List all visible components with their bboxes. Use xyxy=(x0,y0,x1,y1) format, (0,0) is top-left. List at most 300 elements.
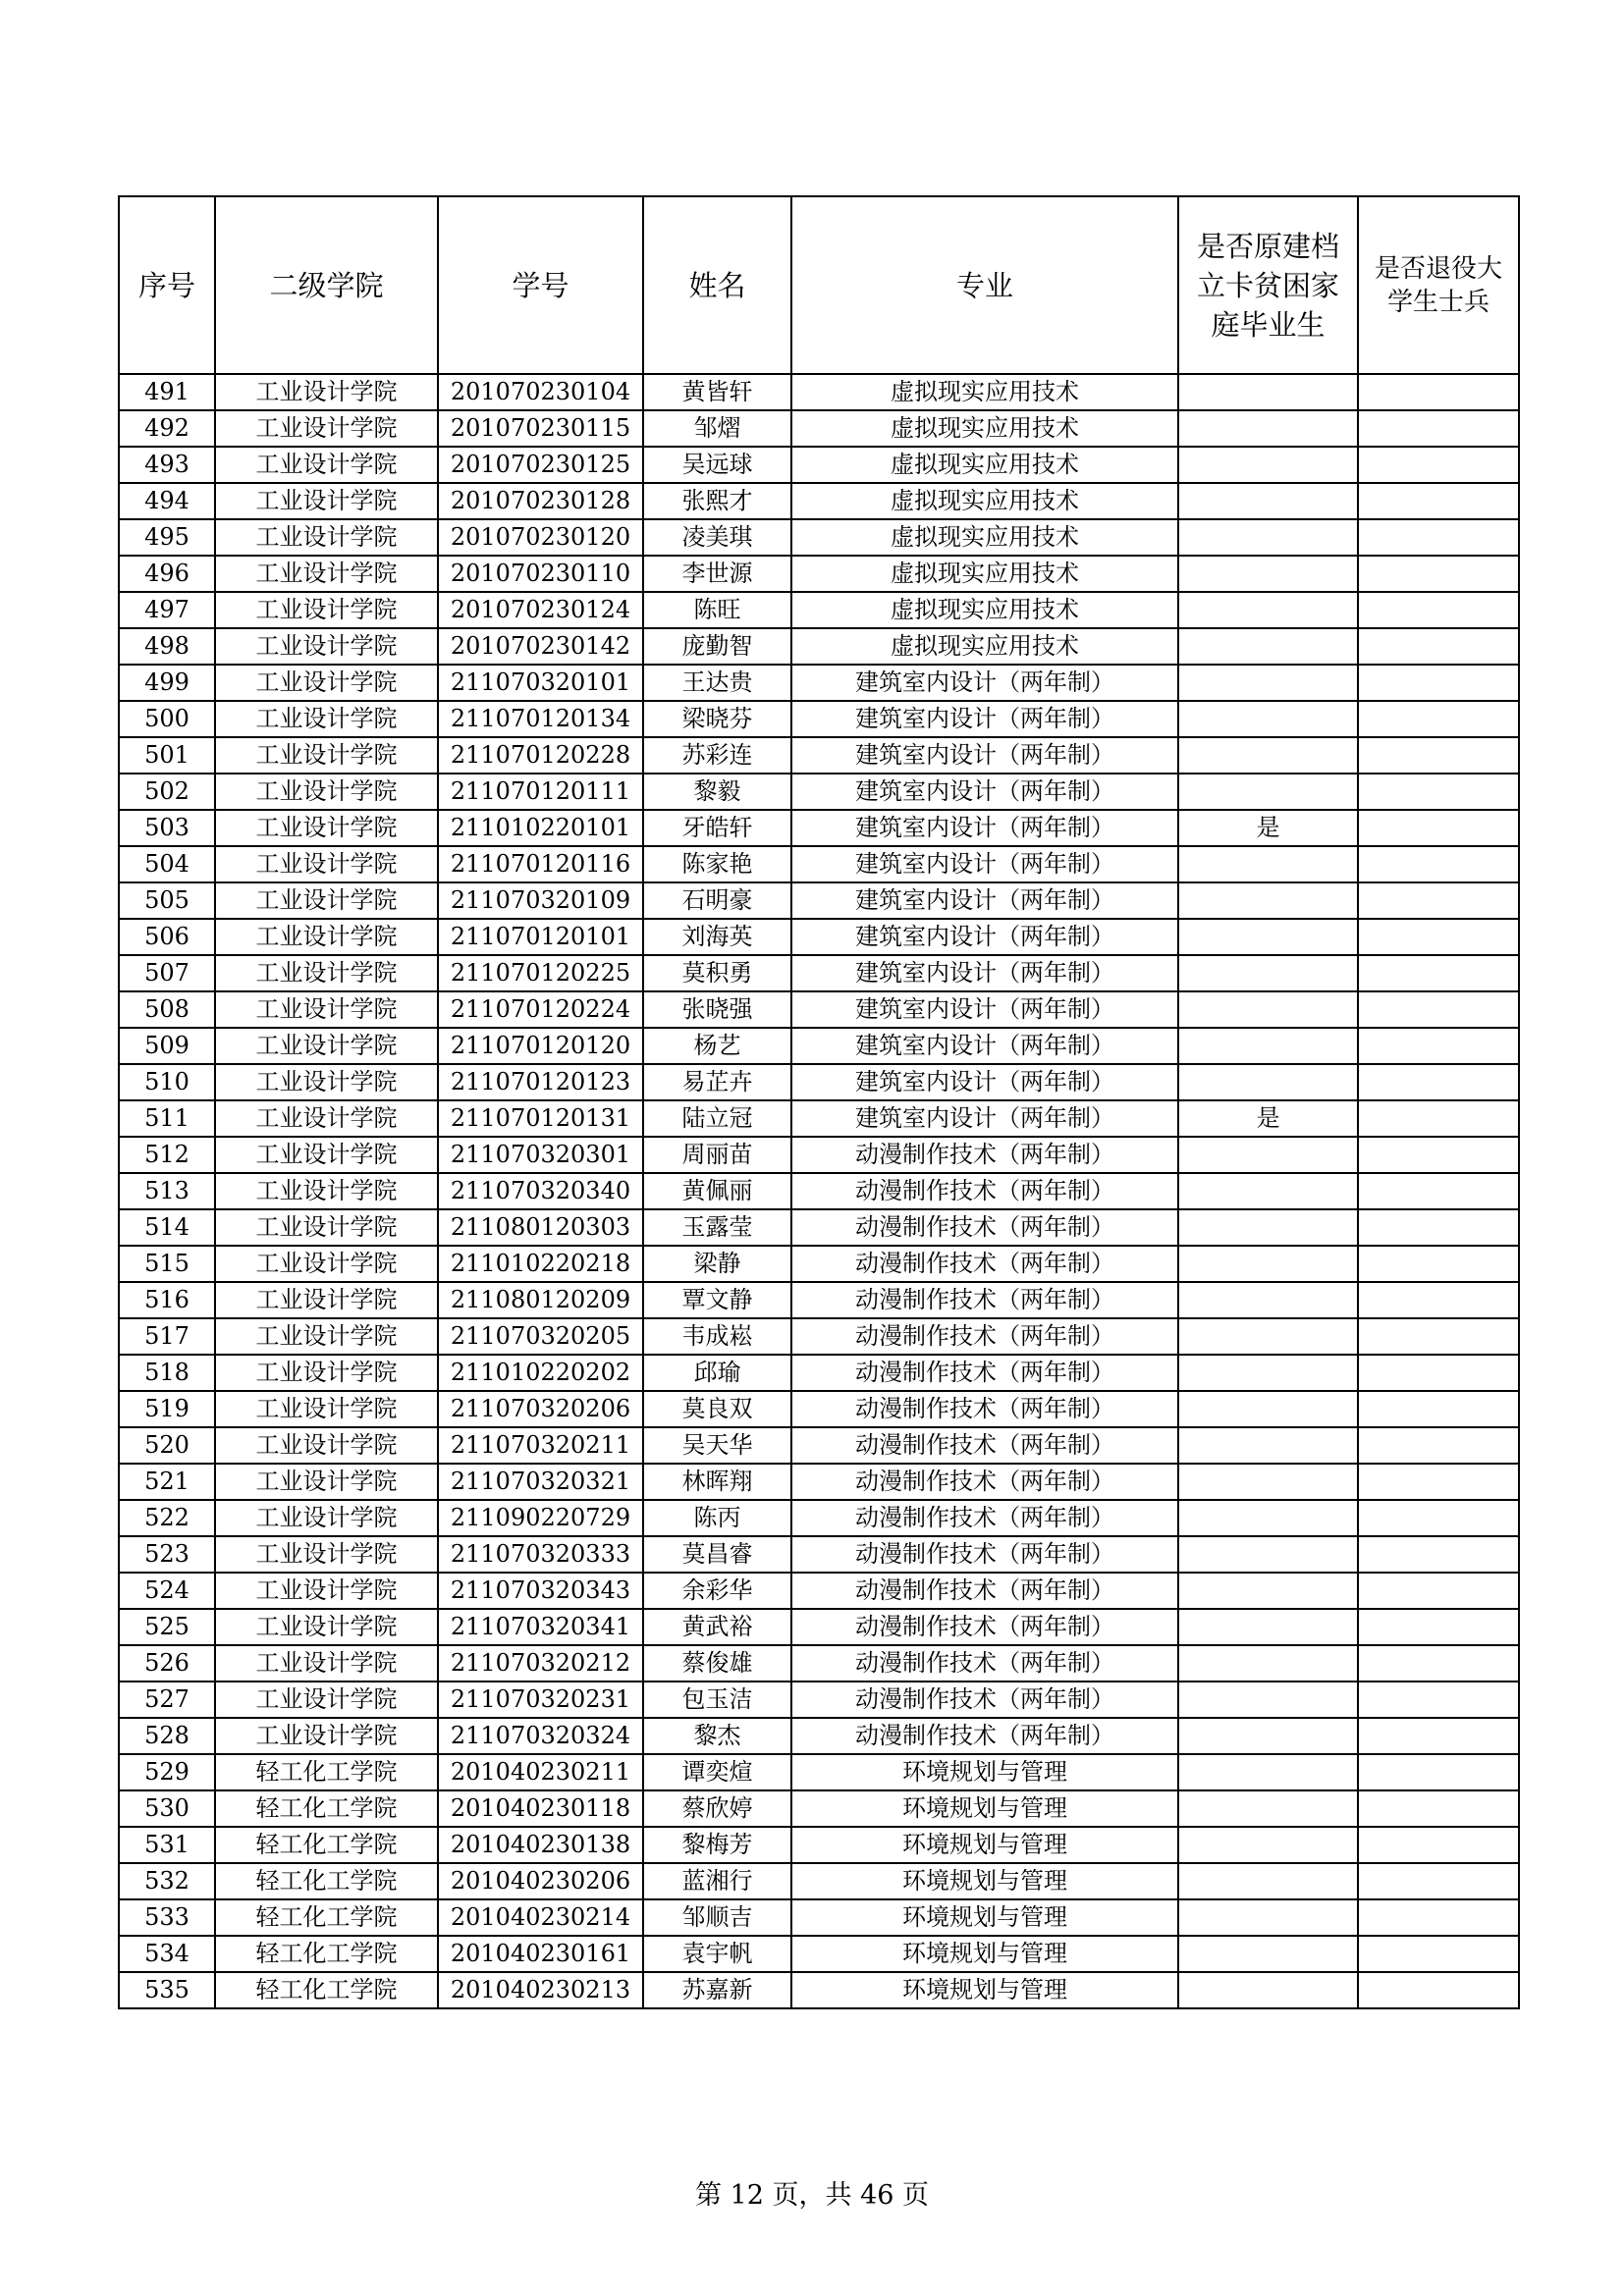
cell-name: 邱瑜 xyxy=(643,1355,791,1391)
cell-veteran xyxy=(1358,483,1519,519)
table-header xyxy=(119,196,1519,374)
cell-name: 黄武裕 xyxy=(643,1609,791,1645)
cell-poverty xyxy=(1178,1173,1358,1209)
cell-college: 工业设计学院 xyxy=(215,1282,438,1318)
header-name: 姓名 xyxy=(643,196,791,374)
table-row xyxy=(119,991,1519,1028)
cell-college: 工业设计学院 xyxy=(215,919,438,955)
table-row xyxy=(119,1355,1519,1391)
cell-major: 虚拟现实应用技术 xyxy=(791,447,1178,483)
cell-college: 工业设计学院 xyxy=(215,1137,438,1173)
cell-college: 工业设计学院 xyxy=(215,1609,438,1645)
table-row xyxy=(119,1282,1519,1318)
cell-no: 494 xyxy=(119,483,215,519)
cell-college: 工业设计学院 xyxy=(215,774,438,810)
cell-veteran xyxy=(1358,1282,1519,1318)
cell-college: 工业设计学院 xyxy=(215,882,438,919)
cell-college: 工业设计学院 xyxy=(215,410,438,447)
cell-major: 建筑室内设计（两年制） xyxy=(791,1100,1178,1137)
cell-student-id: 201040230118 xyxy=(438,1790,643,1827)
cell-major: 动漫制作技术（两年制） xyxy=(791,1500,1178,1536)
cell-veteran xyxy=(1358,774,1519,810)
cell-no: 531 xyxy=(119,1827,215,1863)
cell-veteran xyxy=(1358,592,1519,628)
cell-name: 黎毅 xyxy=(643,774,791,810)
cell-veteran xyxy=(1358,1972,1519,2008)
cell-student-id: 211070120225 xyxy=(438,955,643,991)
table-row xyxy=(119,846,1519,882)
table-row xyxy=(119,1827,1519,1863)
cell-major: 建筑室内设计（两年制） xyxy=(791,810,1178,846)
cell-college: 工业设计学院 xyxy=(215,1028,438,1064)
cell-veteran xyxy=(1358,1790,1519,1827)
table-row xyxy=(119,483,1519,519)
cell-veteran xyxy=(1358,1936,1519,1972)
cell-student-id: 211070320341 xyxy=(438,1609,643,1645)
cell-veteran xyxy=(1358,810,1519,846)
cell-no: 521 xyxy=(119,1464,215,1500)
cell-no: 532 xyxy=(119,1863,215,1899)
cell-name: 莫良双 xyxy=(643,1391,791,1427)
cell-college: 轻工化工学院 xyxy=(215,1972,438,2008)
cell-name: 黄佩丽 xyxy=(643,1173,791,1209)
cell-name: 黎梅芳 xyxy=(643,1827,791,1863)
header-major: 专业 xyxy=(791,196,1178,374)
cell-veteran xyxy=(1358,1863,1519,1899)
cell-college: 轻工化工学院 xyxy=(215,1827,438,1863)
cell-college: 工业设计学院 xyxy=(215,1246,438,1282)
cell-poverty xyxy=(1178,1899,1358,1936)
cell-veteran xyxy=(1358,1318,1519,1355)
table-row xyxy=(119,447,1519,483)
cell-name: 蓝湘行 xyxy=(643,1863,791,1899)
cell-poverty xyxy=(1178,483,1358,519)
cell-name: 谭奕煊 xyxy=(643,1754,791,1790)
cell-student-id: 211070320211 xyxy=(438,1427,643,1464)
cell-student-id: 211080120209 xyxy=(438,1282,643,1318)
cell-major: 虚拟现实应用技术 xyxy=(791,592,1178,628)
cell-major: 动漫制作技术（两年制） xyxy=(791,1391,1178,1427)
cell-student-id: 211070320205 xyxy=(438,1318,643,1355)
cell-poverty xyxy=(1178,1209,1358,1246)
table-row xyxy=(119,1464,1519,1500)
table-row xyxy=(119,1536,1519,1573)
table-row xyxy=(119,1609,1519,1645)
page-number: 第 12 页，共 46 页 xyxy=(694,2180,930,2211)
cell-name: 余彩华 xyxy=(643,1573,791,1609)
cell-poverty: 是 xyxy=(1178,810,1358,846)
cell-name: 吴天华 xyxy=(643,1427,791,1464)
table-row xyxy=(119,919,1519,955)
header-no: 序号 xyxy=(119,196,215,374)
cell-no: 492 xyxy=(119,410,215,447)
cell-poverty: 是 xyxy=(1178,1100,1358,1137)
cell-major: 动漫制作技术（两年制） xyxy=(791,1682,1178,1718)
cell-major: 动漫制作技术（两年制） xyxy=(791,1464,1178,1500)
cell-major: 环境规划与管理 xyxy=(791,1936,1178,1972)
cell-veteran xyxy=(1358,1827,1519,1863)
cell-name: 黎杰 xyxy=(643,1718,791,1754)
cell-college: 工业设计学院 xyxy=(215,991,438,1028)
cell-veteran xyxy=(1358,1500,1519,1536)
cell-name: 苏彩连 xyxy=(643,737,791,774)
cell-veteran xyxy=(1358,1028,1519,1064)
cell-student-id: 201040230211 xyxy=(438,1754,643,1790)
cell-major: 建筑室内设计（两年制） xyxy=(791,701,1178,737)
cell-no: 524 xyxy=(119,1573,215,1609)
cell-major: 环境规划与管理 xyxy=(791,1754,1178,1790)
cell-poverty xyxy=(1178,374,1358,410)
cell-college: 工业设计学院 xyxy=(215,1100,438,1137)
cell-student-id: 201070230125 xyxy=(438,447,643,483)
cell-poverty xyxy=(1178,1427,1358,1464)
cell-college: 工业设计学院 xyxy=(215,519,438,556)
cell-major: 建筑室内设计（两年制） xyxy=(791,955,1178,991)
cell-poverty xyxy=(1178,665,1358,701)
table-row xyxy=(119,374,1519,410)
cell-college: 工业设计学院 xyxy=(215,1718,438,1754)
table-row xyxy=(119,1754,1519,1790)
cell-student-id: 211070120101 xyxy=(438,919,643,955)
table-row xyxy=(119,737,1519,774)
cell-poverty xyxy=(1178,1282,1358,1318)
table-row xyxy=(119,774,1519,810)
cell-major: 虚拟现实应用技术 xyxy=(791,374,1178,410)
cell-student-id: 211070120111 xyxy=(438,774,643,810)
cell-major: 建筑室内设计（两年制） xyxy=(791,737,1178,774)
cell-veteran xyxy=(1358,519,1519,556)
cell-major: 虚拟现实应用技术 xyxy=(791,556,1178,592)
cell-student-id: 211080120303 xyxy=(438,1209,643,1246)
cell-student-id: 201040230138 xyxy=(438,1827,643,1863)
cell-student-id: 211070120224 xyxy=(438,991,643,1028)
cell-poverty xyxy=(1178,701,1358,737)
cell-no: 533 xyxy=(119,1899,215,1936)
cell-no: 509 xyxy=(119,1028,215,1064)
cell-veteran xyxy=(1358,1573,1519,1609)
cell-veteran xyxy=(1358,846,1519,882)
cell-no: 506 xyxy=(119,919,215,955)
cell-poverty xyxy=(1178,919,1358,955)
header-student-id: 学号 xyxy=(438,196,643,374)
cell-major: 建筑室内设计（两年制） xyxy=(791,991,1178,1028)
cell-poverty xyxy=(1178,737,1358,774)
cell-student-id: 201070230142 xyxy=(438,628,643,665)
table-row xyxy=(119,1318,1519,1355)
cell-college: 工业设计学院 xyxy=(215,1209,438,1246)
cell-student-id: 201070230128 xyxy=(438,483,643,519)
cell-no: 504 xyxy=(119,846,215,882)
cell-student-id: 211070120116 xyxy=(438,846,643,882)
table-row xyxy=(119,1064,1519,1100)
header-college: 二级学院 xyxy=(215,196,438,374)
cell-veteran xyxy=(1358,374,1519,410)
cell-no: 501 xyxy=(119,737,215,774)
cell-student-id: 211070320333 xyxy=(438,1536,643,1573)
table-row xyxy=(119,1427,1519,1464)
cell-no: 529 xyxy=(119,1754,215,1790)
cell-poverty xyxy=(1178,556,1358,592)
cell-college: 工业设计学院 xyxy=(215,1173,438,1209)
cell-college: 工业设计学院 xyxy=(215,1318,438,1355)
cell-name: 莫积勇 xyxy=(643,955,791,991)
cell-no: 502 xyxy=(119,774,215,810)
cell-college: 工业设计学院 xyxy=(215,628,438,665)
cell-poverty xyxy=(1178,1609,1358,1645)
cell-name: 凌美琪 xyxy=(643,519,791,556)
cell-poverty xyxy=(1178,1972,1358,2008)
cell-college: 工业设计学院 xyxy=(215,1500,438,1536)
cell-major: 环境规划与管理 xyxy=(791,1972,1178,2008)
cell-poverty xyxy=(1178,991,1358,1028)
table-row xyxy=(119,701,1519,737)
cell-poverty xyxy=(1178,846,1358,882)
cell-poverty xyxy=(1178,1028,1358,1064)
cell-college: 轻工化工学院 xyxy=(215,1754,438,1790)
cell-no: 526 xyxy=(119,1645,215,1682)
cell-poverty xyxy=(1178,628,1358,665)
cell-major: 动漫制作技术（两年制） xyxy=(791,1173,1178,1209)
cell-no: 503 xyxy=(119,810,215,846)
cell-no: 534 xyxy=(119,1936,215,1972)
cell-major: 建筑室内设计（两年制） xyxy=(791,1028,1178,1064)
cell-major: 动漫制作技术（两年制） xyxy=(791,1318,1178,1355)
table-row xyxy=(119,1100,1519,1137)
table-row xyxy=(119,628,1519,665)
cell-student-id: 201040230213 xyxy=(438,1972,643,2008)
cell-name: 林晖翔 xyxy=(643,1464,791,1500)
cell-college: 工业设计学院 xyxy=(215,483,438,519)
cell-veteran xyxy=(1358,1645,1519,1682)
cell-student-id: 201070230110 xyxy=(438,556,643,592)
cell-college: 工业设计学院 xyxy=(215,1573,438,1609)
cell-no: 516 xyxy=(119,1282,215,1318)
table-row xyxy=(119,1645,1519,1682)
cell-student-id: 201040230161 xyxy=(438,1936,643,1972)
cell-no: 513 xyxy=(119,1173,215,1209)
cell-major: 环境规划与管理 xyxy=(791,1790,1178,1827)
cell-no: 505 xyxy=(119,882,215,919)
table-row xyxy=(119,1718,1519,1754)
cell-major: 建筑室内设计（两年制） xyxy=(791,882,1178,919)
cell-veteran xyxy=(1358,1754,1519,1790)
cell-student-id: 211070120123 xyxy=(438,1064,643,1100)
cell-no: 507 xyxy=(119,955,215,991)
cell-poverty xyxy=(1178,1863,1358,1899)
cell-major: 虚拟现实应用技术 xyxy=(791,483,1178,519)
cell-veteran xyxy=(1358,1899,1519,1936)
cell-student-id: 211070320206 xyxy=(438,1391,643,1427)
table-row xyxy=(119,955,1519,991)
cell-poverty xyxy=(1178,1137,1358,1173)
table-row xyxy=(119,1500,1519,1536)
cell-major: 动漫制作技术（两年制） xyxy=(791,1718,1178,1754)
cell-college: 工业设计学院 xyxy=(215,592,438,628)
cell-no: 517 xyxy=(119,1318,215,1355)
cell-college: 工业设计学院 xyxy=(215,701,438,737)
cell-poverty xyxy=(1178,1827,1358,1863)
cell-veteran xyxy=(1358,1355,1519,1391)
table-row xyxy=(119,1028,1519,1064)
cell-veteran xyxy=(1358,1718,1519,1754)
cell-name: 牙皓轩 xyxy=(643,810,791,846)
cell-major: 环境规划与管理 xyxy=(791,1899,1178,1936)
cell-no: 508 xyxy=(119,991,215,1028)
cell-major: 虚拟现实应用技术 xyxy=(791,410,1178,447)
cell-student-id: 211070320101 xyxy=(438,665,643,701)
cell-no: 530 xyxy=(119,1790,215,1827)
cell-student-id: 211090220729 xyxy=(438,1500,643,1536)
table-row xyxy=(119,1573,1519,1609)
header-row xyxy=(119,196,1519,374)
cell-no: 491 xyxy=(119,374,215,410)
table-row xyxy=(119,1391,1519,1427)
header-poverty: 是否原建档立卡贫困家庭毕业生 xyxy=(1178,196,1358,374)
cell-veteran xyxy=(1358,1100,1519,1137)
cell-no: 525 xyxy=(119,1609,215,1645)
cell-student-id: 201040230206 xyxy=(438,1863,643,1899)
cell-student-id: 211070120228 xyxy=(438,737,643,774)
cell-major: 环境规划与管理 xyxy=(791,1863,1178,1899)
table-row xyxy=(119,1209,1519,1246)
cell-major: 建筑室内设计（两年制） xyxy=(791,919,1178,955)
cell-poverty xyxy=(1178,1790,1358,1827)
cell-student-id: 211070320212 xyxy=(438,1645,643,1682)
cell-veteran xyxy=(1358,882,1519,919)
cell-no: 518 xyxy=(119,1355,215,1391)
cell-student-id: 211070120131 xyxy=(438,1100,643,1137)
cell-veteran xyxy=(1358,701,1519,737)
cell-college: 工业设计学院 xyxy=(215,556,438,592)
cell-major: 建筑室内设计（两年制） xyxy=(791,846,1178,882)
cell-student-id: 211070320343 xyxy=(438,1573,643,1609)
cell-poverty xyxy=(1178,1936,1358,1972)
cell-student-id: 211070120134 xyxy=(438,701,643,737)
cell-no: 500 xyxy=(119,701,215,737)
cell-veteran xyxy=(1358,1064,1519,1100)
cell-student-id: 211010220101 xyxy=(438,810,643,846)
cell-student-id: 211070320231 xyxy=(438,1682,643,1718)
cell-student-id: 211070320301 xyxy=(438,1137,643,1173)
cell-name: 周丽苗 xyxy=(643,1137,791,1173)
cell-poverty xyxy=(1178,447,1358,483)
cell-major: 动漫制作技术（两年制） xyxy=(791,1427,1178,1464)
cell-college: 轻工化工学院 xyxy=(215,1899,438,1936)
cell-veteran xyxy=(1358,1427,1519,1464)
cell-no: 493 xyxy=(119,447,215,483)
cell-no: 514 xyxy=(119,1209,215,1246)
table-row xyxy=(119,1137,1519,1173)
header-veteran: 是否退役大学生士兵 xyxy=(1358,196,1519,374)
cell-name: 覃文静 xyxy=(643,1282,791,1318)
cell-poverty xyxy=(1178,882,1358,919)
cell-name: 韦成崧 xyxy=(643,1318,791,1355)
cell-poverty xyxy=(1178,1718,1358,1754)
cell-no: 520 xyxy=(119,1427,215,1464)
cell-major: 动漫制作技术（两年制） xyxy=(791,1536,1178,1573)
cell-poverty xyxy=(1178,1645,1358,1682)
cell-name: 李世源 xyxy=(643,556,791,592)
cell-name: 吴远球 xyxy=(643,447,791,483)
cell-name: 包玉洁 xyxy=(643,1682,791,1718)
cell-poverty xyxy=(1178,1064,1358,1100)
cell-veteran xyxy=(1358,1464,1519,1500)
cell-college: 工业设计学院 xyxy=(215,955,438,991)
cell-veteran xyxy=(1358,628,1519,665)
cell-name: 刘海英 xyxy=(643,919,791,955)
cell-poverty xyxy=(1178,1754,1358,1790)
cell-poverty xyxy=(1178,1500,1358,1536)
table-row xyxy=(119,556,1519,592)
table-row xyxy=(119,1863,1519,1899)
cell-student-id: 211070320340 xyxy=(438,1173,643,1209)
cell-veteran xyxy=(1358,1137,1519,1173)
graduate-table xyxy=(118,195,1520,2009)
cell-poverty xyxy=(1178,519,1358,556)
cell-name: 易芷卉 xyxy=(643,1064,791,1100)
cell-name: 石明豪 xyxy=(643,882,791,919)
cell-college: 工业设计学院 xyxy=(215,1427,438,1464)
cell-name: 黄皆轩 xyxy=(643,374,791,410)
cell-college: 工业设计学院 xyxy=(215,1391,438,1427)
cell-veteran xyxy=(1358,1391,1519,1427)
cell-no: 522 xyxy=(119,1500,215,1536)
cell-veteran xyxy=(1358,955,1519,991)
cell-college: 工业设计学院 xyxy=(215,1682,438,1718)
cell-name: 张晓强 xyxy=(643,991,791,1028)
cell-major: 动漫制作技术（两年制） xyxy=(791,1137,1178,1173)
cell-veteran xyxy=(1358,1209,1519,1246)
table-row xyxy=(119,1790,1519,1827)
cell-no: 519 xyxy=(119,1391,215,1427)
cell-name: 陈家艳 xyxy=(643,846,791,882)
cell-name: 王达贵 xyxy=(643,665,791,701)
cell-major: 动漫制作技术（两年制） xyxy=(791,1355,1178,1391)
cell-poverty xyxy=(1178,592,1358,628)
cell-no: 535 xyxy=(119,1972,215,2008)
cell-veteran xyxy=(1358,919,1519,955)
cell-college: 工业设计学院 xyxy=(215,1536,438,1573)
table-row xyxy=(119,1972,1519,2008)
cell-college: 工业设计学院 xyxy=(215,737,438,774)
cell-college: 工业设计学院 xyxy=(215,374,438,410)
table-row xyxy=(119,810,1519,846)
cell-college: 工业设计学院 xyxy=(215,1464,438,1500)
cell-student-id: 211070320109 xyxy=(438,882,643,919)
cell-name: 杨艺 xyxy=(643,1028,791,1064)
cell-veteran xyxy=(1358,447,1519,483)
cell-student-id: 201070230120 xyxy=(438,519,643,556)
table-row xyxy=(119,1246,1519,1282)
table-row xyxy=(119,882,1519,919)
cell-no: 523 xyxy=(119,1536,215,1573)
cell-no: 497 xyxy=(119,592,215,628)
cell-student-id: 201040230214 xyxy=(438,1899,643,1936)
cell-major: 建筑室内设计（两年制） xyxy=(791,665,1178,701)
table-row xyxy=(119,1899,1519,1936)
cell-poverty xyxy=(1178,1464,1358,1500)
cell-poverty xyxy=(1178,774,1358,810)
cell-major: 虚拟现实应用技术 xyxy=(791,628,1178,665)
cell-poverty xyxy=(1178,1682,1358,1718)
cell-college: 轻工化工学院 xyxy=(215,1936,438,1972)
cell-veteran xyxy=(1358,410,1519,447)
cell-veteran xyxy=(1358,556,1519,592)
cell-poverty xyxy=(1178,1318,1358,1355)
cell-poverty xyxy=(1178,1246,1358,1282)
cell-name: 陆立冠 xyxy=(643,1100,791,1137)
cell-veteran xyxy=(1358,1246,1519,1282)
